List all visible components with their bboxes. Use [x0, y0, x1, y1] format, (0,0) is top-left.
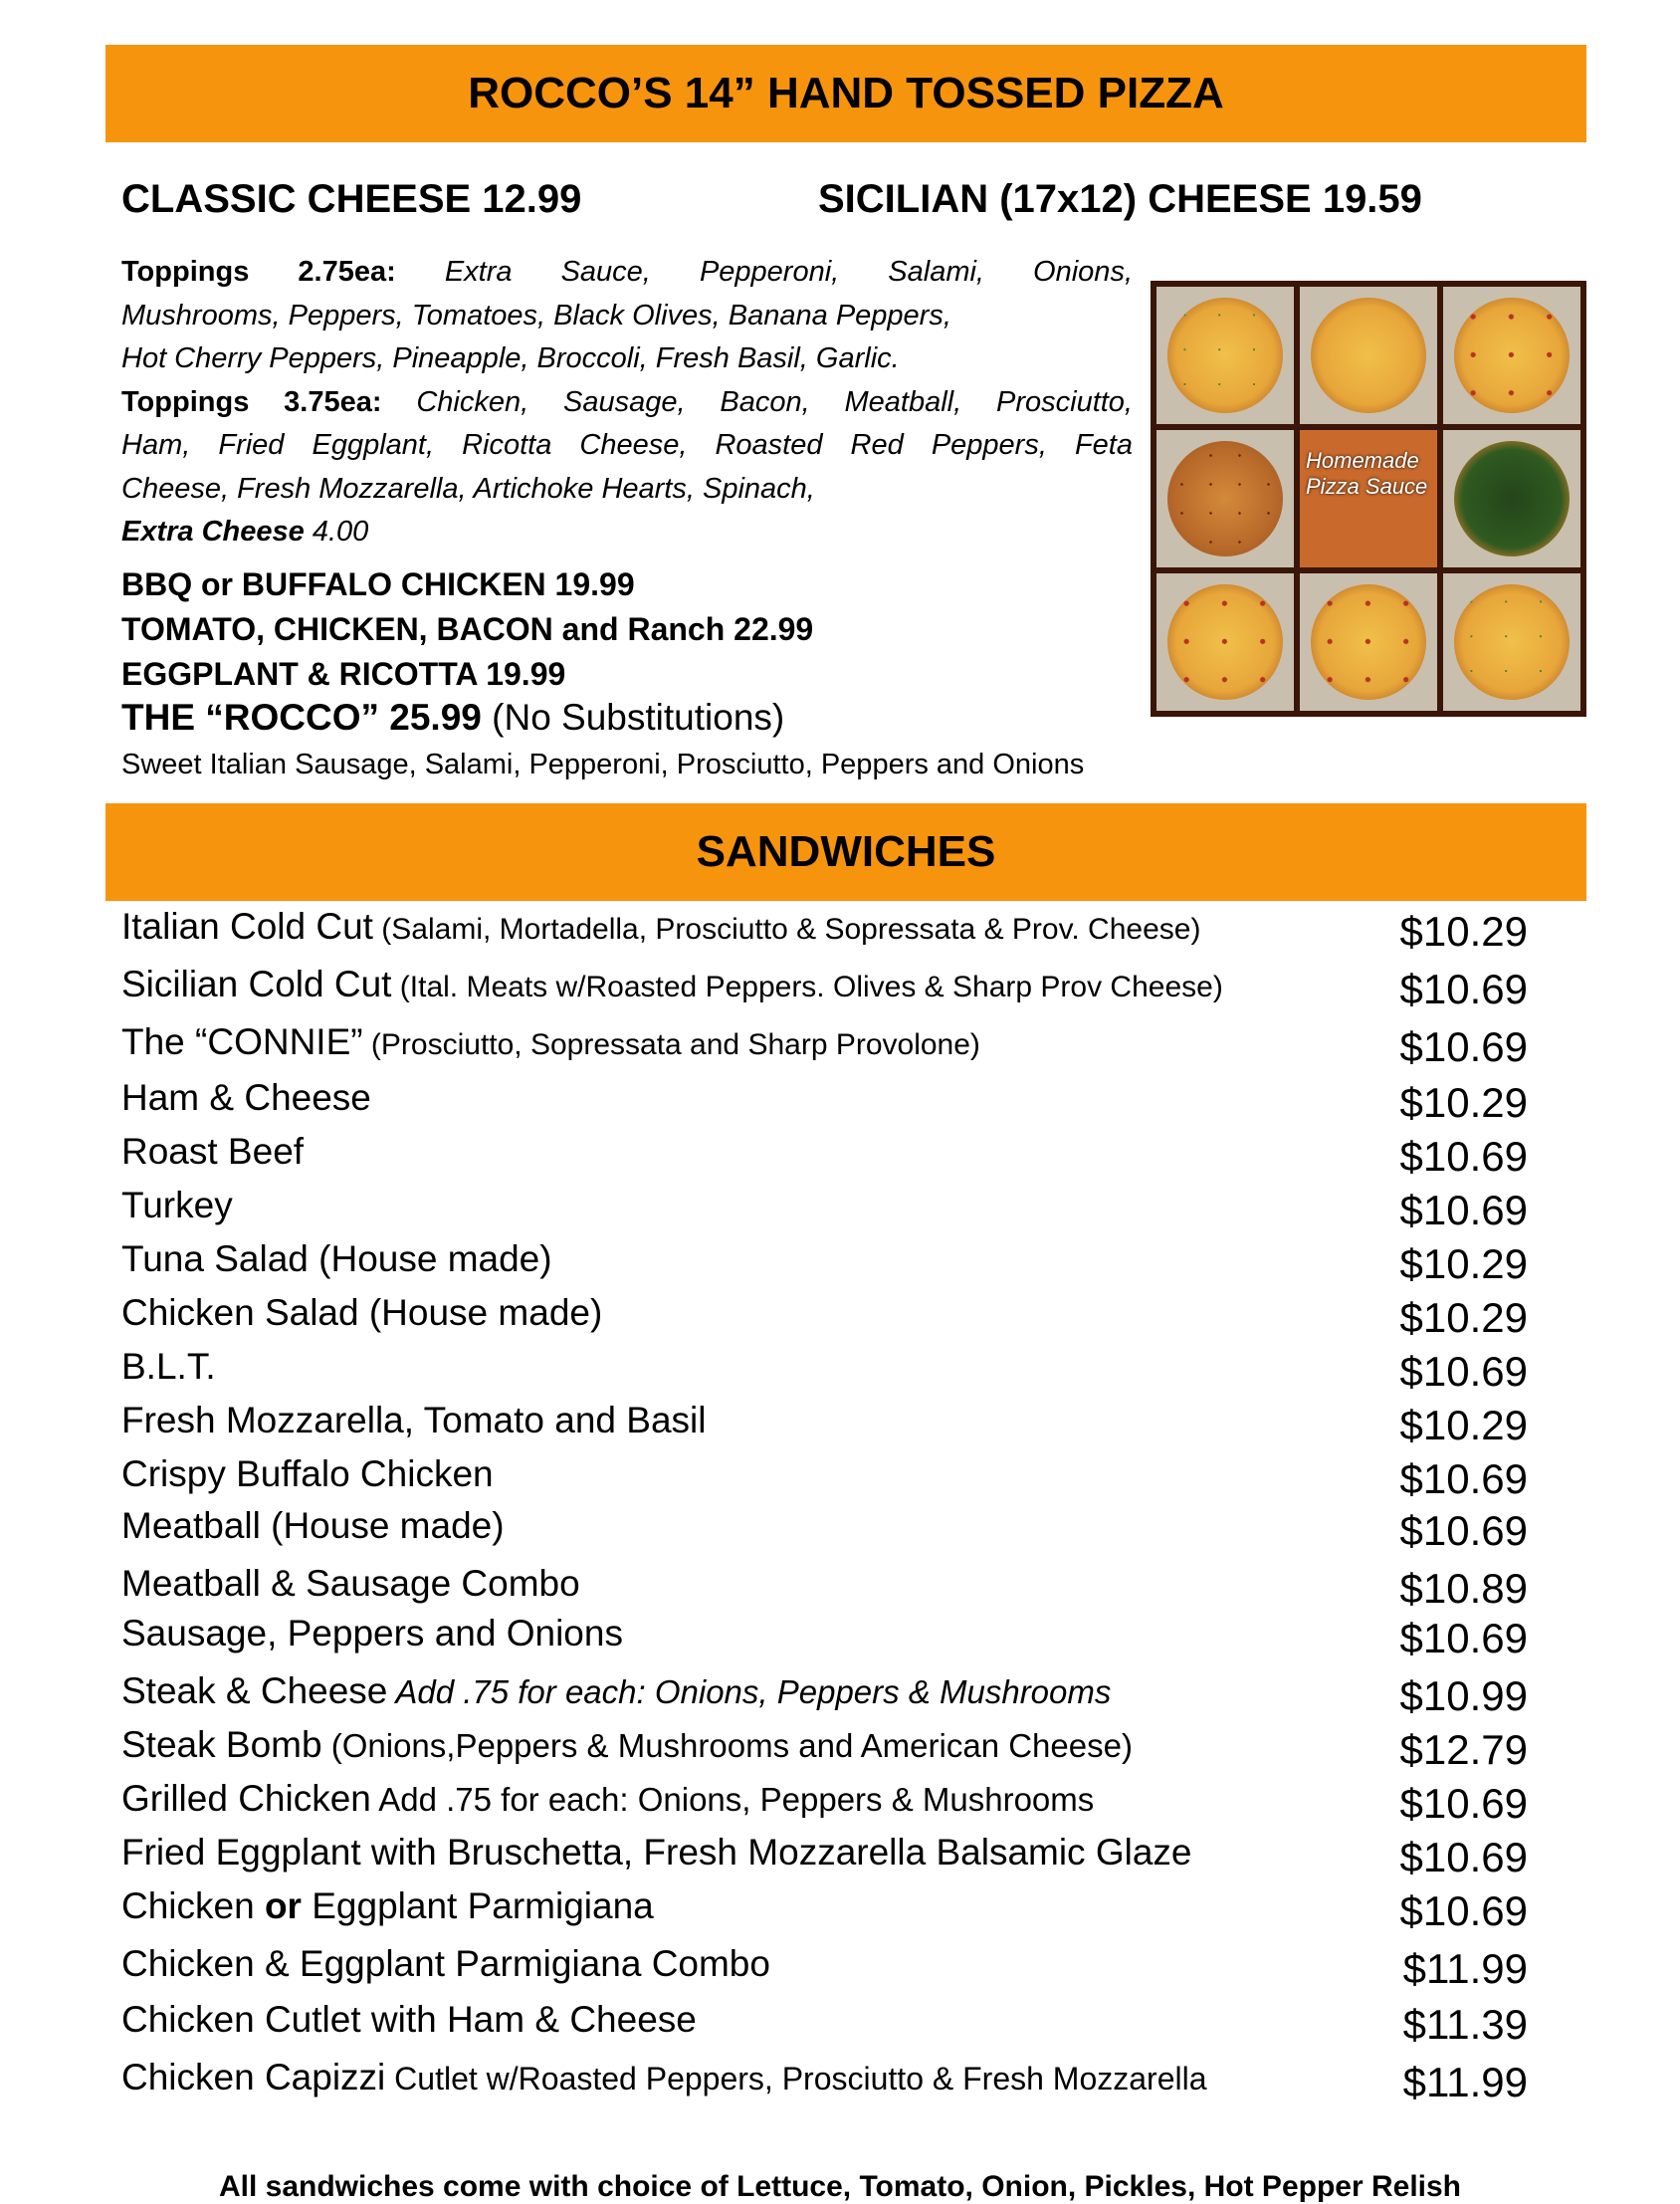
special-eggplant-ricotta: EGGPLANT & RICOTTA 19.99: [121, 656, 566, 692]
sandwich-price: $10.29: [1399, 908, 1528, 955]
sandwiches-banner-title: SANDWICHES: [696, 827, 996, 876]
sandwich-price: $10.29: [1399, 1294, 1528, 1341]
toppings-375-line2: Ham, Fried Eggplant, Ricotta Cheese, Roasted Red Peppers, Feta: [121, 429, 1133, 461]
toppings-275-line3: Hot Cherry Peppers, Pineapple, Broccoli, Fresh Basil, Garlic.: [121, 342, 900, 374]
sandwich-item: Chicken Capizzi Cutlet w/Roasted Peppers, Prosciutto & Fresh Mozzarella $11.99: [121, 2057, 1528, 2105]
pizza-banner: [105, 45, 1586, 142]
sandwich-price: $10.69: [1399, 966, 1528, 1012]
pizza-photo: [1156, 430, 1294, 567]
sandwich-item: Chicken or Eggplant Parmigiana $10.69: [121, 1885, 1528, 1934]
sandwich-item: Tuna Salad (House made) $10.29: [121, 1238, 1528, 1287]
sandwich-price: $10.69: [1399, 1348, 1528, 1395]
toppings-275-line1: Toppings 2.75ea: Extra Sauce, Pepperoni, Salami, Onions,: [121, 256, 1133, 288]
sandwich-price: $10.69: [1399, 1023, 1528, 1070]
sandwich-item: Fried Eggplant with Bruschetta, Fresh Mozzarella Balsamic Glaze $10.69: [121, 1832, 1528, 1880]
sandwich-price: $10.29: [1399, 1402, 1528, 1448]
sandwich-price: $10.69: [1399, 1507, 1528, 1554]
sandwich-price: $12.79: [1399, 1726, 1528, 1773]
extra-cheese: Extra Cheese 4.00: [121, 516, 369, 548]
pizza-photo: [1156, 287, 1294, 424]
rocco-description: Sweet Italian Sausage, Salami, Pepperoni, Prosciutto, Peppers and Onions: [121, 749, 1085, 780]
sandwich-item: Meatball (House made) $10.69: [121, 1505, 1528, 1554]
sandwich-price: $10.29: [1399, 1240, 1528, 1287]
sandwich-item: Crispy Buffalo Chicken $10.69: [121, 1453, 1528, 1502]
pizza-photo: [1156, 573, 1294, 711]
sandwich-price: $10.69: [1399, 1133, 1528, 1180]
pizza-photo: [1443, 287, 1580, 424]
pizza-photo-collage: [1151, 281, 1586, 717]
pizza-banner-title: ROCCO’S 14” HAND TOSSED PIZZA: [468, 69, 1224, 117]
pizza-photo: [1443, 573, 1580, 711]
sandwich-item: Ham & Cheese $10.29: [121, 1077, 1528, 1126]
sandwich-item: Chicken Cutlet with Ham & Cheese $11.39: [121, 1999, 1528, 2048]
sandwich-item: Meatball & Sausage Combo $10.89: [121, 1563, 1528, 1612]
sandwich-price: $10.69: [1399, 1780, 1528, 1827]
pizza-photo: [1443, 430, 1580, 567]
sandwiches-banner: [105, 803, 1586, 901]
sauce-logo: Homemade Pizza Sauce: [1306, 448, 1428, 499]
toppings-375-line1: Toppings 3.75ea: Chicken, Sausage, Bacon, Meatball, Prosciutto,: [121, 385, 1133, 418]
sandwich-price: $10.99: [1399, 1672, 1528, 1719]
sandwich-price: $10.29: [1399, 1079, 1528, 1126]
toppings-block: [121, 251, 1133, 554]
sandwich-price: $11.39: [1402, 2001, 1528, 2048]
sandwich-item: B.L.T. $10.69: [121, 1346, 1528, 1395]
pizza-specials: [121, 562, 813, 697]
special-bbq-buffalo: BBQ or BUFFALO CHICKEN 19.99: [121, 566, 635, 602]
pizza-photo: [1300, 287, 1437, 424]
sandwich-price: $10.69: [1399, 1887, 1528, 1934]
sandwich-price: $10.69: [1399, 1187, 1528, 1233]
sandwich-item: Fresh Mozzarella, Tomato and Basil $10.29: [121, 1400, 1528, 1448]
pizza-photo: [1300, 573, 1437, 711]
sandwich-item: Italian Cold Cut (Salami, Mortadella, Prosciutto & Sopressata & Prov. Cheese) $10.29: [121, 906, 1528, 955]
sandwich-item: Roast Beef $10.69: [121, 1131, 1528, 1180]
special-tomato-chicken-bacon: TOMATO, CHICKEN, BACON and Ranch 22.99: [121, 611, 814, 647]
pizza-sauce-photo: [1300, 430, 1437, 567]
sandwich-price: $10.89: [1399, 1565, 1528, 1612]
sandwich-price: $11.99: [1402, 1945, 1528, 1992]
sandwich-price: $10.69: [1399, 1834, 1528, 1880]
sandwich-item: Chicken & Eggplant Parmigiana Combo $11.99: [121, 1943, 1528, 1992]
toppings-375-line3: Cheese, Fresh Mozzarella, Artichoke Hearts, Spinach,: [121, 472, 815, 505]
sandwich-item: Sicilian Cold Cut (Ital. Meats w/Roasted Peppers. Olives & Sharp Prov Cheese) $10.69: [121, 964, 1528, 1012]
sandwich-item: Chicken Salad (House made) $10.29: [121, 1292, 1528, 1341]
sandwich-item: Sausage, Peppers and Onions $10.69: [121, 1613, 1528, 1661]
sandwich-price: $10.69: [1399, 1615, 1528, 1661]
toppings-275-line2: Mushrooms, Peppers, Tomatoes, Black Olives, Banana Peppers,: [121, 299, 951, 331]
sandwich-price: $10.69: [1399, 1455, 1528, 1502]
sicilian-cheese-price: SICILIAN (17x12) CHEESE 19.59: [818, 177, 1422, 221]
classic-cheese-price: CLASSIC CHEESE 12.99: [121, 177, 582, 221]
sandwich-item: The “CONNIE” (Prosciutto, Sopressata and Sharp Provolone) $10.69: [121, 1021, 1528, 1070]
sandwich-item: Steak Bomb (Onions,Peppers & Mushrooms and American Cheese) $12.79: [121, 1724, 1528, 1773]
sandwich-item: Grilled Chicken Add .75 for each: Onions, Peppers & Mushrooms $10.69: [121, 1778, 1528, 1827]
sandwich-item: Steak & Cheese Add .75 for each: Onions, Peppers & Mushrooms $10.99: [121, 1670, 1528, 1719]
sandwich-price: $11.99: [1402, 2059, 1528, 2105]
sandwich-item: Turkey $10.69: [121, 1185, 1528, 1233]
sandwich-footer-note: All sandwiches come with choice of Lettuce, Tomato, Onion, Pickles, Hot Pepper Relish: [218, 2170, 1462, 2203]
rocco-special: THE “ROCCO” 25.99 (No Substitutions): [121, 697, 785, 738]
